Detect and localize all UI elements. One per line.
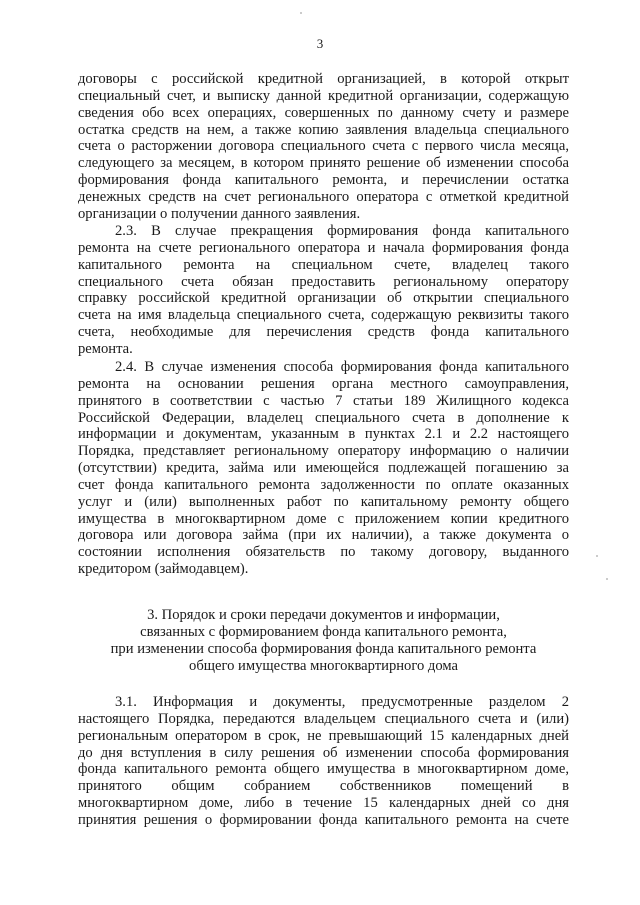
- heading-line: связанных с формированием фонда капитального ремонта,: [140, 623, 507, 640]
- text-line: договора или договора займа (при их наличии), а также документа о: [78, 527, 569, 544]
- text-line: ремонта.: [78, 340, 133, 357]
- text-line: услуг и (или) выполненных работ по капитальному ремонту общего: [78, 493, 569, 510]
- text-line: Российской Федерации, владелец специального счета в дополнение к: [78, 409, 569, 426]
- text-line: счета, необходимые для перечисления средств фонда капитального: [78, 324, 569, 341]
- text-line: капитального ремонта на специальном счете, владелец такого: [78, 256, 569, 273]
- text-line: справку российской кредитной организации об открытии специального: [78, 290, 569, 307]
- text-line: принятого в соответствии с частью 7 статьи 189 Жилищного кодекса: [78, 392, 569, 409]
- text-line: счета на имя владельца специального счета, содержащую реквизиты такого: [78, 307, 569, 324]
- text-line: многоквартирном доме, либо в течение 15 календарных дней со дня: [78, 795, 569, 812]
- text-line: организации о получении данного заявления.: [78, 205, 361, 222]
- text-line: специальный счет, и выписку данной кредитной организации, содержащую: [78, 87, 569, 104]
- paragraph-clause-2-3: [78, 223, 569, 358]
- text-line: принятия решения о формировании фонда капитального ремонта на счете: [78, 811, 569, 828]
- text-line: формирования фонда капитального ремонта, и перечислении остатка: [78, 172, 569, 189]
- text-line: специального счета обязан предоставить региональному оператору: [78, 273, 569, 290]
- scan-speck: [300, 12, 302, 14]
- text-line: настоящего Порядка, передаются владельцем специального счета и (или): [78, 710, 569, 727]
- heading-line: при изменении способа формирования фонда капитального ремонта: [110, 640, 537, 657]
- text-line: ремонта на счете регионального оператора и начала формирования фонда: [78, 239, 569, 256]
- text-line: 3.1. Информация и документы, предусмотренные разделом 2: [115, 694, 569, 710]
- text-line: региональным оператором в срок, не превышающий 15 календарных дней: [78, 727, 569, 744]
- section-heading: [78, 607, 569, 674]
- text-line: денежных средств на счет регионального оператора с отметкой кредитной: [78, 188, 569, 205]
- page-number: 3: [316, 36, 324, 51]
- scan-speck: [606, 578, 608, 580]
- text-line: кредитором (займодавцем).: [78, 561, 249, 578]
- text-line: ремонта на основании решения органа местного самоуправления,: [78, 375, 569, 392]
- text-line: сведения обо всех операциях, совершенных по данному счету и размере: [78, 104, 569, 121]
- text-line: принятого общим собранием собственников помещений в: [78, 778, 569, 795]
- text-line: (отсутствии) кредита, займа или имеющейся подлежащей погашению за: [78, 460, 569, 477]
- text-line: счета о расторжении договора специального счета с первого числа месяца,: [78, 138, 569, 155]
- paragraph-clause-3-1: [78, 694, 569, 829]
- text-line: остатка средств на нем, а также копию заявления владельца специального: [78, 121, 569, 138]
- text-line: состоянии исполнения обязательств по такому договору, выданного: [78, 544, 569, 561]
- heading-line: общего имущества многоквартирного дома: [189, 657, 458, 674]
- text-line: имущества в многоквартирном доме с приложением копии кредитного: [78, 510, 569, 527]
- text-line: информации и документам, указанным в пунктах 2.1 и 2.2 настоящего: [78, 426, 569, 443]
- heading-line: 3. Порядок и сроки передачи документов и информации,: [147, 607, 500, 623]
- text-line: договоры с российской кредитной организацией, в которой открыт: [78, 71, 569, 87]
- text-line: до дня вступления в силу решения об изменении способа формирования: [78, 744, 569, 761]
- paragraph-continuation: [78, 71, 569, 223]
- text-line: 2.3. В случае прекращения формирования фонда капитального: [115, 223, 569, 239]
- scan-speck: [596, 555, 598, 557]
- text-line: 2.4. В случае изменения способа формирования фонда капитального: [115, 359, 569, 375]
- paragraph-clause-2-4: [78, 359, 569, 578]
- text-line: счет фонда капитального ремонта задолженности по оплате оказанных: [78, 476, 569, 493]
- text-line: Порядка, представляет региональному оператору информацию о наличии: [78, 443, 569, 460]
- text-line: следующего за месяцем, в котором принято решение об изменении способа: [78, 155, 569, 172]
- text-line: фонда капитального ремонта общего имущества в многоквартирном доме,: [78, 761, 569, 778]
